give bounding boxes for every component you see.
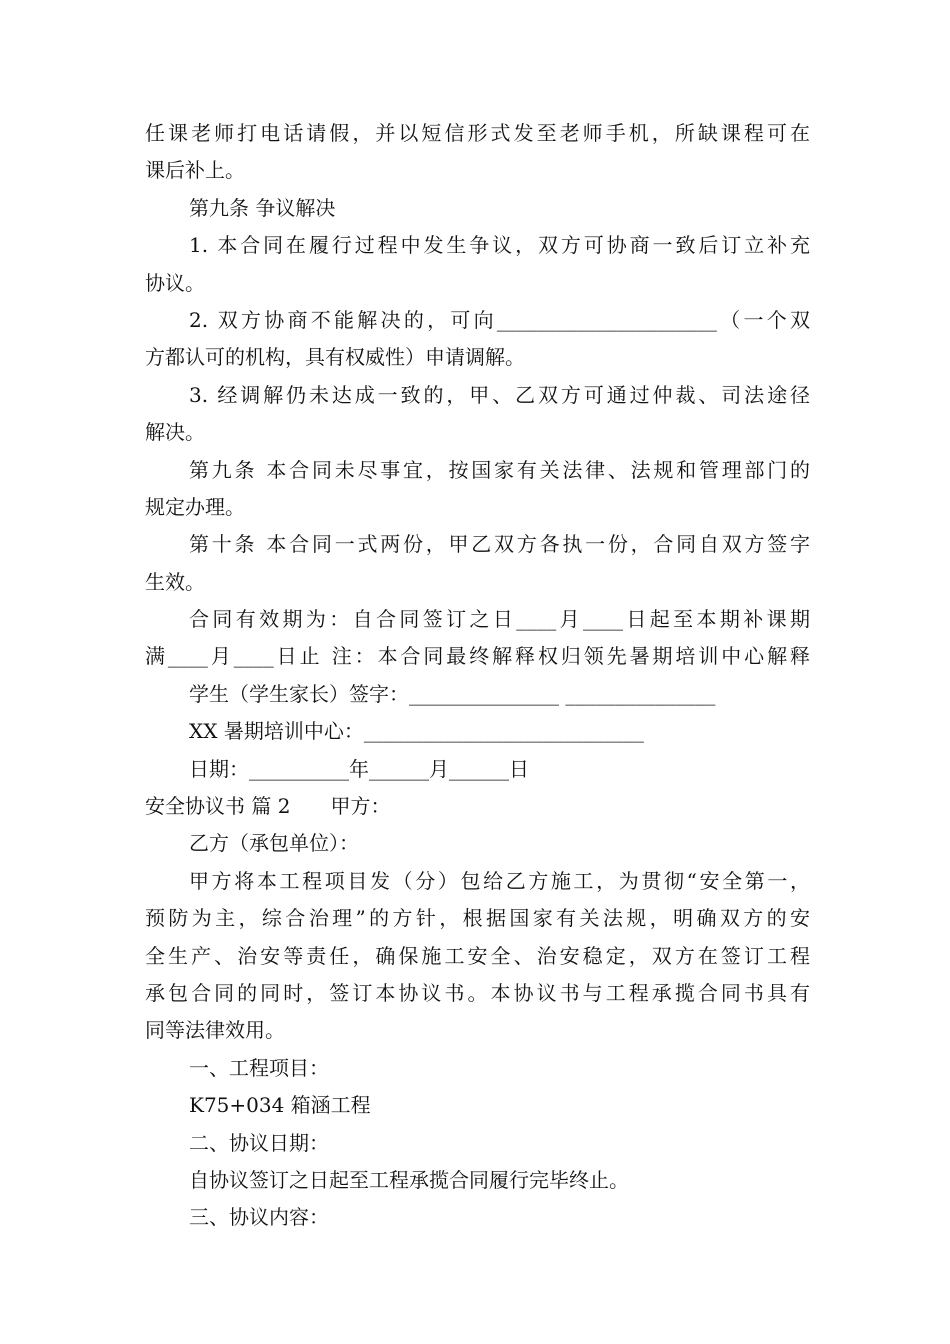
project-name: K75+034 箱涵工程 xyxy=(189,1093,371,1118)
body-line: 生效。 xyxy=(145,569,205,594)
body-line: 任课老师打电话请假，并以短信形式发至老师手机，所缺课程可在 xyxy=(145,121,810,145)
body-line: 全生产、治安等责任，确保施工安全、治安稳定，双方在签订工程 xyxy=(145,943,810,968)
body-line: 协议。 xyxy=(145,270,205,295)
section-heading: 三、协议内容： xyxy=(189,1205,329,1230)
date-line: 日期：__________年______月______日 xyxy=(189,756,529,781)
body-line: 自协议签订之日起至工程承揽合同履行完毕终止。 xyxy=(189,1167,629,1192)
body-line: 3. 经调解仍未达成一致的，甲、乙双方可通过仲裁、司法途径 xyxy=(189,382,810,407)
body-line: 第十条 本合同一式两份，甲乙双方各执一份，合同自双方签字 xyxy=(189,532,810,557)
body-line: 合同有效期为：自合同签订之日____月____日起至本期补课期 xyxy=(189,607,810,632)
body-line: 同等法律效用。 xyxy=(145,1018,285,1043)
signature-line: 学生（学生家长）签字：_______________ _______________ xyxy=(189,681,716,706)
signature-line: XX 暑期培训中心：____________________________ xyxy=(189,719,644,744)
section-heading: 一、工程项目： xyxy=(189,1055,329,1080)
body-line: 预防为主，综合治理”的方针，根据国家有关法规，明确双方的安 xyxy=(145,906,810,931)
body-line: 方都认可的机构，具有权威性）申请调解。 xyxy=(145,345,525,370)
body-line: 乙方（承包单位）： xyxy=(189,831,359,856)
body-line: 第九条 本合同未尽事宜，按国家有关法律、法规和管理部门的 xyxy=(189,457,810,482)
body-line: 课后补上。 xyxy=(145,158,245,183)
body-line: 承包合同的同时，签订本协议书。本协议书与工程承揽合同书具有 xyxy=(145,980,810,1005)
body-line: 规定办理。 xyxy=(145,494,245,519)
document-title-line: 安全协议书 篇 2 甲方： xyxy=(145,794,391,819)
body-line: 解决。 xyxy=(145,420,205,445)
document-body xyxy=(145,115,810,1237)
section-heading: 二、协议日期： xyxy=(189,1130,329,1155)
body-line: 1. 本合同在履行过程中发生争议，双方可协商一致后订立补充 xyxy=(189,233,810,258)
body-line: 甲方将本工程项目发（分）包给乙方施工，为贯彻“安全第一， xyxy=(189,868,810,893)
section-heading: 第九条 争议解决 xyxy=(189,195,336,220)
body-line: 满____月____日止 注：本合同最终解释权归领先暑期培训中心解释 xyxy=(145,644,810,669)
body-line: 2. 双方协商不能解决的，可向______________________（一个双 xyxy=(189,307,810,332)
